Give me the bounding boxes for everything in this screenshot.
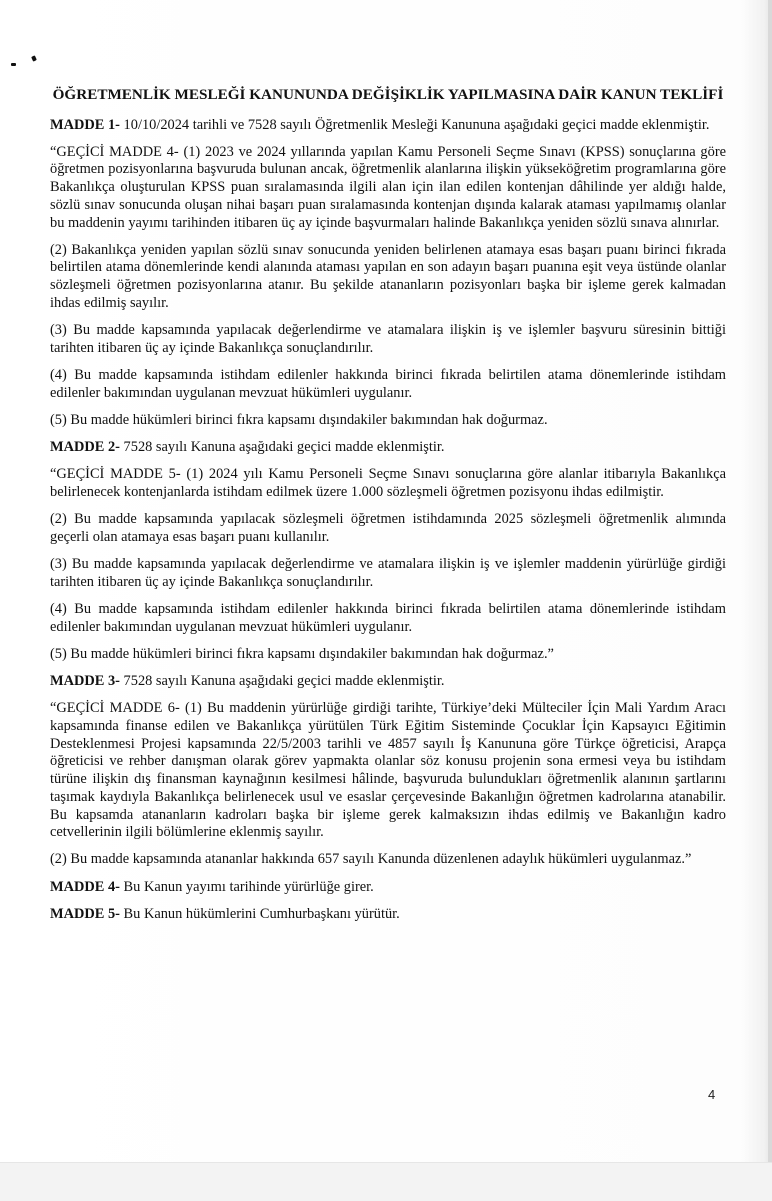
article-1-paragraph: (4) Bu madde kapsamında istihdam edilenler hakkında birinci fıkrada belirtilen atama dönemlerinde istihdam edilenler bakımından uygulanan mevzuat hükümleri uygulanır. bbox=[50, 366, 726, 401]
article-4-text: Bu Kanun yayımı tarihinde yürürlüğe girer. bbox=[119, 878, 374, 895]
article-2 bbox=[50, 439, 726, 457]
article-2-paragraph: (5) Bu madde hükümleri birinci fıkra kapsamı dışındakiler bakımından hak doğurmaz.” bbox=[50, 645, 554, 662]
article-1-paragraph: (5) Bu madde hükümleri birinci fıkra kapsamı dışındakiler bakımından hak doğurmaz. bbox=[50, 411, 548, 428]
article-2-paragraph: (4) Bu madde kapsamında istihdam edilenler hakkında birinci fıkrada belirtilen atama dönemlerinde istihdam edilenler bakımından uygulanan mevzuat hükümleri uygulanır. bbox=[50, 600, 726, 635]
article-1-text: 10/10/2024 tarihli ve 7528 sayılı Öğretmenlik Mesleği Kanununa aşağıdaki geçici madde eklenmiştir. bbox=[119, 116, 710, 133]
article-2-text: 7528 sayılı Kanuna aşağıdaki geçici madde eklenmiştir. bbox=[119, 439, 445, 456]
article-1-lead: MADDE 1- bbox=[50, 116, 120, 133]
article-3-paragraph: “GEÇİCİ MADDE 6- (1) Bu maddenin yürürlüğe girdiği tarihte, Türkiye’deki Mülteciler İçin Mali Yardım Aracı kapsamında finanse edilen ve Bakanlıkça yürütülen Türk Eğitim Sisteminde Çocuklar İçin Kapsayıcı Eğitimin Desteklenmesi Projesi kapsamında 22/5/2003 tarihli ve 4857 sayılı İş Kanununa göre Türkçe öğreticisi, Arapça öğreticisi ve rehber danışman olarak görev yapmakta olanlar söz konusu projenin sona ermesi veya bu istihdam türüne ilişkin dış finansman kaynağının kesilmesi hâlinde, başvuruda bulundukları öğretmenlik alanının şartlarını taşımak kaydıyla Bakanlıkça belirlenecek usul ve esaslar çerçevesinde Bakanlığın öğretmen kadrolarına atanabilir. Bu kapsamda atananların kadroları başka bir işleme gerek kalmaksızın ihdas edilmiş ve Bakanlığın kadro cetvellerinin ilgili bölümlerine eklenmiş sayılır. bbox=[50, 700, 726, 841]
page-edge-shadow bbox=[768, 0, 772, 1200]
article-2-lead: MADDE 2- bbox=[50, 439, 120, 456]
article-2-paragraph: “GEÇİCİ MADDE 5- (1) 2024 yılı Kamu Personeli Seçme Sınavı sonuçlarına göre alanlar itibarıyla Bakanlıkça belirlenecek kontenjanlarda istihdam edilmek üzere 1.000 sözleşmeli öğretmen pozisyonu ihdas edilmiştir. bbox=[50, 466, 726, 500]
bottom-strip bbox=[0, 1162, 772, 1201]
article-1-paragraph: (3) Bu madde kapsamında yapılacak değerlendirme ve atamalara ilişkin iş ve işlemler başvuru süresinin bittiği tarihten itibaren üç ay içinde Bakanlıkça sonuçlandırılır. bbox=[50, 322, 726, 356]
stray-mark bbox=[11, 63, 16, 66]
document-title: ÖĞRETMENLİK MESLEĞİ KANUNUNDA DEĞİŞİKLİK YAPILMASINA DAİR KANUN TEKLİFİ bbox=[52, 86, 724, 103]
article-2-paragraph: (3) Bu madde kapsamında yapılacak değerlendirme ve atamalara ilişkin iş ve işlemler maddenin yürürlüğe girdiği tarihten itibaren üç ay içinde Bakanlıkça sonuçlandırılır. bbox=[50, 556, 726, 590]
article-1-paragraph: (2) Bakanlıkça yeniden yapılan sözlü sınav sonucunda yeniden belirlenen atamaya esas başarı puanı birinci fıkrada belirtilen atama dönemlerinde kendi alanında ataması yapılan en son adayın başarı puanına eşit veya üstünde olanlar sözleşmeli öğretmen pozisyonlarına atanır. Bu şekilde atananların pozisyonları başka bir işleme gerek kalmadan ihdas edilmiş sayılır. bbox=[50, 241, 726, 311]
article-1-paragraph: “GEÇİCİ MADDE 4- (1) 2023 ve 2024 yıllarında yapılan Kamu Personeli Seçme Sınavı (KPSS) sonuçlarına göre öğretmen pozisyonlarına başvuruda bulunan ancak, öğretmenlik alanlarına ilişkin yükseköğretim programlarına göre Bakanlıkça oluşturulan KPSS puan sıralamasında ilgili alan için ilan edilen kontenjan dâhilinde yer aldığı halde, sözlü sınav sonucunda oluşan nihai başarı puan sıralamasında kontenjan dışında kalarak ataması yapılmamış olanlar bu maddenin yayımı tarihinden itibaren üç ay içinde başvurmaları halinde Bakanlıkça yeniden sözlü sınava alınırlar. bbox=[50, 143, 726, 231]
article-5-lead: MADDE 5- bbox=[50, 905, 120, 922]
article-2-paragraph: (2) Bu madde kapsamında yapılacak sözleşmeli öğretmen istihdamında 2025 sözleşmeli öğretmenlik alımında geçerli olan atamaya esas başarı puanı kullanılır. bbox=[50, 511, 726, 545]
stray-mark bbox=[31, 55, 37, 61]
article-5-text: Bu Kanun hükümlerini Cumhurbaşkanı yürütür. bbox=[119, 905, 400, 922]
article-3-text: 7528 sayılı Kanuna aşağıdaki geçici madde eklenmiştir. bbox=[119, 673, 445, 690]
article-3 bbox=[50, 673, 726, 691]
article-4 bbox=[50, 879, 726, 897]
article-5 bbox=[50, 906, 726, 924]
article-1 bbox=[50, 117, 726, 135]
article-3-paragraph: (2) Bu madde kapsamında atananlar hakkında 657 sayılı Kanunda düzenlenen adaylık hükümleri uygulanmaz.” bbox=[50, 851, 692, 868]
document-body bbox=[50, 86, 726, 933]
page-number: 4 bbox=[708, 1087, 716, 1102]
article-3-lead: MADDE 3- bbox=[50, 673, 120, 690]
article-4-lead: MADDE 4- bbox=[50, 878, 120, 895]
